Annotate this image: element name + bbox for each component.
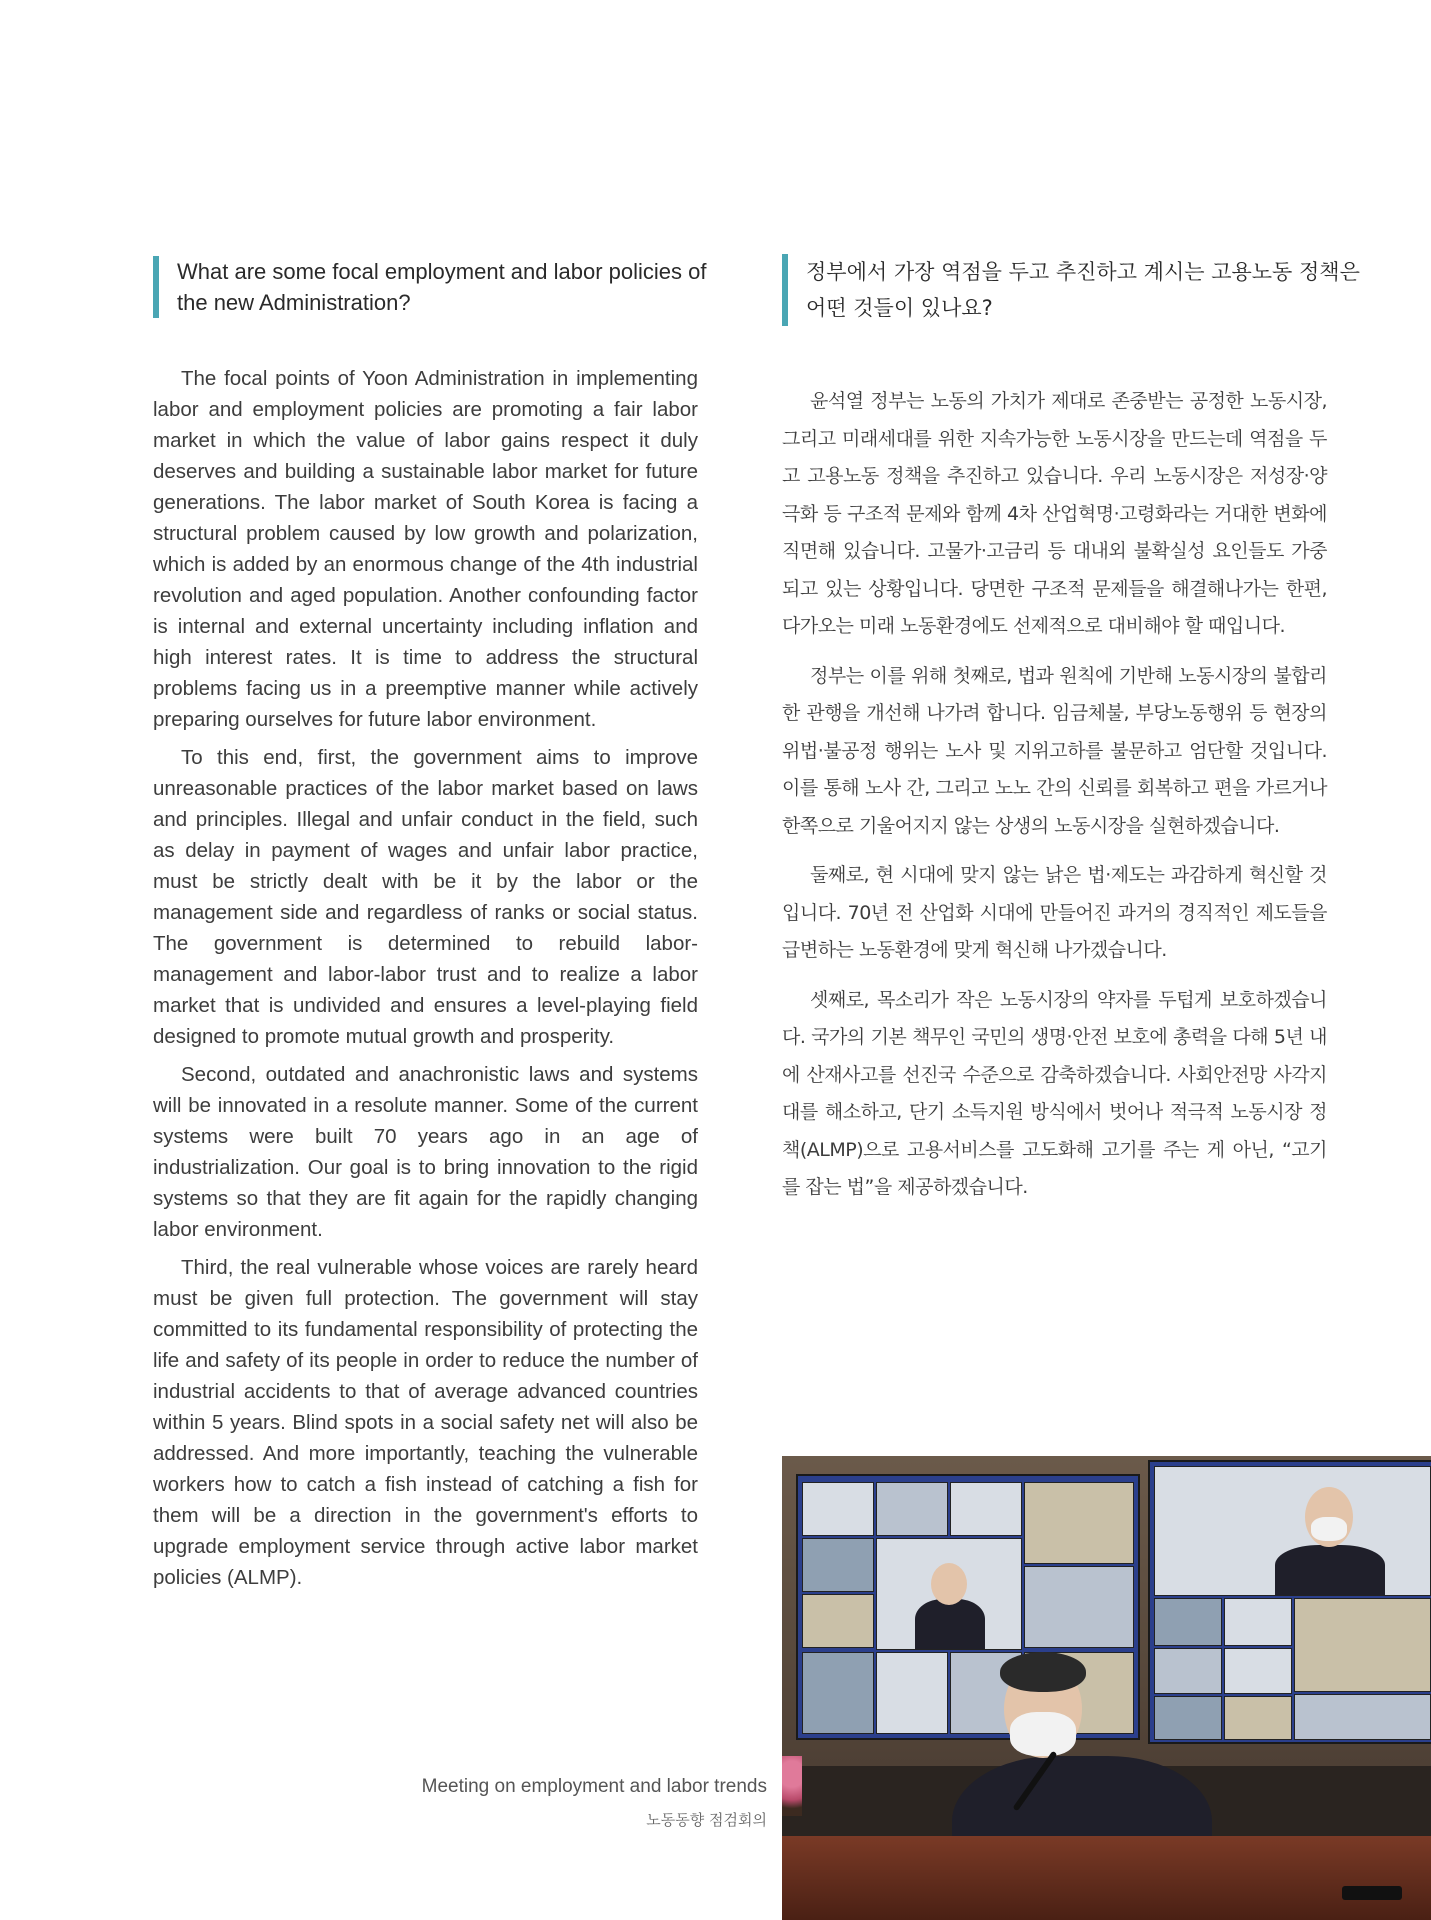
answer-ko-paragraph-3: 둘째로, 현 시대에 맞지 않는 낡은 법·제도는 과감하게 혁신할 것입니다. 70년 전 산업화 시대에 만들어진 과거의 경직적인 제도들을 급변하는 노동환경에 맞게 혁신해 나가겠습니다. <box>782 864 1327 961</box>
video-tile <box>876 1652 948 1734</box>
video-tile-speaker <box>876 1538 1022 1650</box>
answer-en-paragraph-1: The focal points of Yoon Administration in implementing labor and employment policies are promoting a fair labor market in which the value of labor gains respect it duly deserves and building a sustainable labor market for future generations. The labor market of South Korea is facing a structural problem caused by low growth and polarization, which is added by an enormous change of the 4th industrial revolution and aged population. Another confounding factor is internal and external uncertainty including inflation and high interest rates. It is time to address the structural problems facing us in a preemptive manner while actively preparing ourselves for future labor environment. <box>153 367 698 731</box>
meeting-photo <box>782 1456 1431 1920</box>
photo-caption-ko: 노동동향 점검회의 <box>646 1811 767 1829</box>
answer-en-paragraph-2: To this end, first, the government aims to improve unreasonable practices of the labor market based on laws and principles. Illegal and unfair conduct in the field, such as delay in payment of wages and unfair labor practice, must be strictly dealt with be it by the labor or the management side and regardless of ranks or social status. The government is determined to rebuild labor-management and labor-labor trust and to realize a labor market that is undivided and ensures a level-playing field designed to promote mutual growth and prosperity. <box>153 746 698 1048</box>
video-tile <box>1154 1696 1222 1740</box>
question-ko-text: 정부에서 가장 역점을 두고 추진하고 계시는 고용노동 정책은 어떤 것들이 있나요? <box>806 260 1360 320</box>
participant-mask <box>1311 1517 1347 1541</box>
video-screen-right <box>1148 1460 1431 1744</box>
video-tile <box>1224 1598 1292 1646</box>
video-tile <box>1224 1648 1292 1694</box>
video-tile <box>1024 1566 1134 1648</box>
answer-en <box>153 363 698 1600</box>
minister-mask <box>1010 1712 1076 1756</box>
participant-face <box>931 1563 967 1605</box>
desk <box>782 1836 1431 1920</box>
video-tile <box>876 1482 948 1536</box>
video-screen-left <box>796 1474 1140 1740</box>
question-en <box>153 256 737 318</box>
answer-en-paragraph-3: Second, outdated and anachronistic laws and systems will be innovated in a resolute manner. Some of the current systems were built 70 years ago in an age of industrialization. Our goal is to bring innovation to the rigid systems so that they are fit again for the rapidly changing labor environment. <box>153 1063 698 1241</box>
video-tile <box>950 1482 1022 1536</box>
video-tile <box>1224 1696 1292 1740</box>
video-tile <box>802 1482 874 1536</box>
video-tile <box>1154 1598 1222 1646</box>
video-tile-large <box>1154 1466 1431 1596</box>
video-tile <box>802 1538 874 1592</box>
question-en-text: What are some focal employment and labor policies of the new Administration? <box>177 259 707 315</box>
participant-suit <box>1275 1545 1385 1595</box>
answer-ko <box>782 383 1327 1219</box>
participant-suit <box>915 1599 985 1649</box>
video-tile <box>802 1652 874 1734</box>
answer-ko-paragraph-4: 셋째로, 목소리가 작은 노동시장의 약자를 두텁게 보호하겠습니다. 국가의 기본 책무인 국민의 생명·안전 보호에 총력을 다해 5년 내에 산재사고를 선진국 수준으로 감축하겠습니다. 사회안전망 사각지대를 해소하고, 단기 소득지원 방식에서 벗어나 적극적 노동시장 정책(ALMP)으로 고용서비스를 고도화해 고기를 주는 게 아닌, “고기를 잡는 법”을 제공하겠습니다. <box>782 988 1327 1198</box>
photo-caption-en: Meeting on employment and labor trends <box>421 1776 767 1797</box>
answer-en-paragraph-4: Third, the real vulnerable whose voices are rarely heard must be given full protection. The government will stay committed to its fundamental responsibility of protecting the life and safety of its people in order to reduce the number of industrial accidents to that of average advanced countries within 5 years. Blind spots in a social safety net will also be addressed. And more importantly, teaching the vulnerable workers how to catch a fish instead of catching a fish for them will be a direction in the government's efforts to upgrade employment service through active labor market policies (ALMP). <box>153 1256 698 1589</box>
answer-ko-paragraph-1: 윤석열 정부는 노동의 가치가 제대로 존중받는 공정한 노동시장, 그리고 미래세대를 위한 지속가능한 노동시장을 만드는데 역점을 두고 고용노동 정책을 추진하고 있습니다. 우리 노동시장은 저성장·양극화 등 구조적 문제와 함께 4차 산업혁명·고령화라는 거대한 변화에 직면해 있습니다. 고물가·고금리 등 대내외 불확실성 요인들도 가중되고 있는 상황입니다. 당면한 구조적 문제들을 해결해나가는 한편, 다가오는 미래 노동환경에도 선제적으로 대비해야 할 때입니다. <box>782 390 1327 637</box>
desk-microphone <box>1342 1886 1402 1900</box>
video-tile <box>1294 1598 1431 1692</box>
question-ko <box>782 254 1366 326</box>
video-tile <box>802 1594 874 1648</box>
answer-ko-paragraph-2: 정부는 이를 위해 첫째로, 법과 원칙에 기반해 노동시장의 불합리한 관행을 개선해 나가려 합니다. 임금체불, 부당노동행위 등 현장의 위법·불공정 행위는 노사 및 지위고하를 불문하고 엄단할 것입니다. 이를 통해 노사 간, 그리고 노노 간의 신뢰를 회복하고 편을 가르거나 한쪽으로 기울어지지 않는 상생의 노동시장을 실현하겠습니다. <box>782 664 1327 837</box>
video-tile <box>1294 1694 1431 1740</box>
minister-hair <box>1000 1652 1086 1692</box>
video-tile <box>1024 1482 1134 1564</box>
video-tile <box>1154 1648 1222 1694</box>
flower-arrangement <box>782 1756 802 1816</box>
